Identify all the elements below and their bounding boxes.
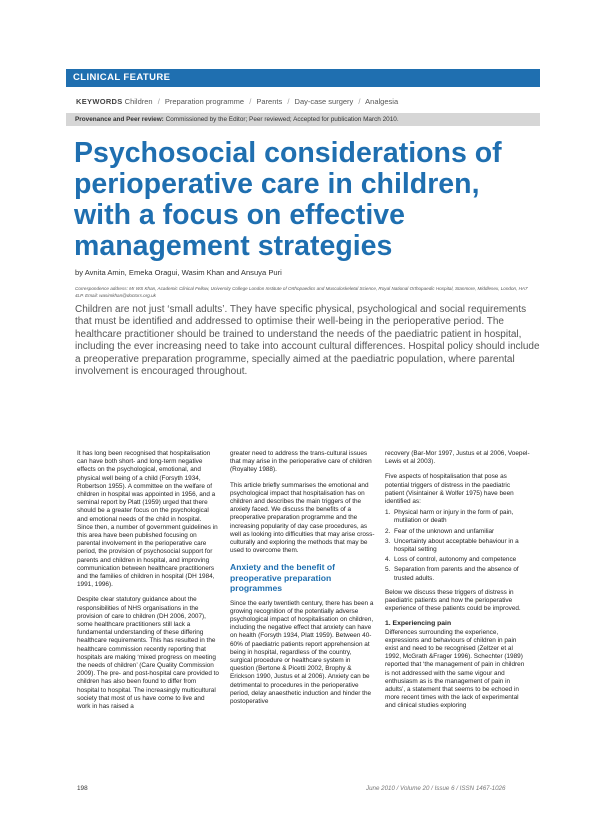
list-text: Loss of control, autonomy and competence — [394, 556, 517, 564]
body-column-2 — [230, 450, 375, 713]
body-paragraph: Despite clear statutory guidance about the responsibilities of NHS organisations in the provision of care to children (DH 2006, 2007), some healthcare practitioners still lack a fundamental understanding of these differing healthcare requirements. This has resulted in the healthcare commission recently reporting that hospitals are making ‘mixed progress on meeting the needs of children’ (Care Quality Commission 2009). The pre- and post-hospital care provided to children has also been found to differ from hospital to hospital. The increasingly multicultural society that most of us have come to live and work in has raised a — [77, 596, 219, 711]
list-text: Uncertainty about acceptable behaviour in a hospital setting — [394, 537, 519, 554]
list-item — [385, 538, 530, 554]
correspondence-address: Correspondence address: Mr WS Khan, Academic Clinical Fellow, University College London Institute of Orthopaedics and Musculoskeletal Science, Royal National Orthopaedic Hospital, Stanmore, Middlesex, London, HA7 4LP. Email: wasimkhan@doctors.org.uk — [75, 286, 528, 298]
list-text: Fear of the unknown and unfamiliar — [394, 527, 495, 535]
body-column-3 — [385, 450, 530, 718]
keyword: Analgesia — [365, 97, 399, 106]
list-item — [385, 528, 530, 536]
keywords-label: KEYWORDS — [76, 97, 123, 106]
page-number: 198 — [77, 785, 88, 792]
list-item — [385, 566, 530, 582]
list-text: Separation from parents and the absence of trusted adults. — [394, 566, 519, 582]
section-banner-label: CLINICAL FEATURE — [73, 72, 171, 83]
provenance-text: Commissioned by the Editor; Peer reviewed; Accepted for publication March 2010. — [163, 116, 399, 123]
keyword: Preparation programme — [164, 97, 245, 106]
list-number: 2. — [385, 527, 391, 535]
body-paragraph: It has long been recognised that hospitalisation can have both short- and long-term negative effects on the psychological, emotional, and physical well being of a child (Forsyth 1934, Robertson 1955). A committee on the welfare of children in hospital was appointed in 1956, and a seminal report by Platt (1959) urged that there should be a greater focus on the psychological and emotional needs of the child in hospital. Since then, a number of government guidelines in this area have been published focusing on parental involvement in the perioperative care period, the provision of psychosocial support for parents and children in hospital, and improving communication between healthcare practitioners and the families of children in hospital (DH 1984, 1991, 1996). — [77, 450, 218, 589]
section-heading: Anxiety and the benefit of preoperative preparation programmes — [230, 562, 336, 594]
keywords-line — [76, 97, 398, 106]
triggers-list — [385, 509, 530, 583]
issue-info: June 2010 / Volume 20 / Issue 6 / ISSN 1467-1026 — [366, 785, 506, 792]
body-paragraph: Below we discuss these triggers of distress in paediatric patients and how the perioperative experience of these patients could be improved. — [385, 588, 521, 613]
list-item — [385, 556, 530, 564]
keyword-separator: / — [287, 97, 290, 106]
list-number: 1. — [385, 509, 391, 517]
keyword: Day-case surgery — [294, 97, 354, 106]
keyword-separator: / — [249, 97, 252, 106]
body-paragraph: greater need to address the trans-cultural issues that may arise in the perioperative care of children (Royaltey 1988). — [230, 450, 372, 474]
keyword-separator: / — [157, 97, 160, 106]
byline: by Avnita Amin, Emeka Oragui, Wasim Khan and Ansuya Puri — [75, 268, 282, 277]
body-paragraph: This article briefly summarises the emotional and psychological impact that hospitalisation has on children and describes the main triggers of the anxiety faced. We discuss the benefits of a preoperative preparation programme and the increasing popularity of day case procedures, as well as looking into difficulties that may arise cross-culturally and exploring the methods that may be used to overcome them. — [230, 481, 375, 555]
list-number: 5. — [385, 566, 391, 574]
article-title: Psychosocial considerations of perioperative care in children, with a focus on effective management strategies — [74, 137, 502, 262]
keyword: Children — [124, 97, 153, 106]
intro-standfirst: Children are not just ‘small adults’. They have specific physical, psychological and social requirements that must be identified and addressed to optimise their well-being in the perioperative period. The healthcare practitioner should be trained to understand the needs of the paediatric patient in hospital, including the ever increasing need to take into account cultural differences. Hospital policy should include a preoperative preparation programme, specially aimed at the paediatric population, where parental involvement is encouraged throughout. — [75, 304, 540, 378]
body-paragraph: Differences surrounding the experience, expressions and behaviours of children in pain exist and need to be recognised (Zeltzer et al 1992, McGrath &Frager 1996). Schechter (1989) reported that ‘the management of pain in children is not addressed with the same vigour and enthusiasm as is the management of pain in adults’, a statement that seems to be echoed in more recent times with the lack of experimental and clinical studies exploring — [385, 628, 525, 710]
list-text: Physical harm or injury in the form of pain, mutilation or death — [394, 509, 514, 525]
keyword: Parents — [256, 97, 283, 106]
provenance-bar — [66, 113, 540, 126]
subsection-heading: 1. Experiencing pain — [385, 620, 452, 628]
body-paragraph: Five aspects of hospitalisation that pose as potential triggers of distress in the paediatric patient (Visintainer & Wolfer 1975) have been identified as: — [385, 473, 514, 506]
body-column-1 — [77, 450, 219, 718]
list-number: 3. — [385, 537, 391, 545]
list-number: 4. — [385, 556, 391, 564]
provenance-label: Provenance and Peer review: — [75, 116, 164, 123]
body-paragraph: Since the early twentieth century, there has been a growing recognition of the potentially adverse psychological impact of hospitalisation on children, including the negative effect that anxiety can have on health (Forsyth 1934, Platt 1959). Between 40-60% of paediatric patients report apprehension at being in hospital, regardless of the country, surgical procedure or healthcare system in question (Bertone & Picetti 2002, Brophy & Erickson 1990, Justus et al 2006). Anxiety can be detrimental to procedures in the perioperative period, delay anaesthetic induction and hinder the postoperative — [230, 599, 374, 706]
section-banner — [66, 69, 540, 87]
body-paragraph: recovery (Bar-Mor 1997, Justus et al 2006, Voepel-Lewis et al 2003). — [385, 450, 530, 466]
keyword-separator: / — [358, 97, 361, 106]
list-item — [385, 509, 530, 525]
